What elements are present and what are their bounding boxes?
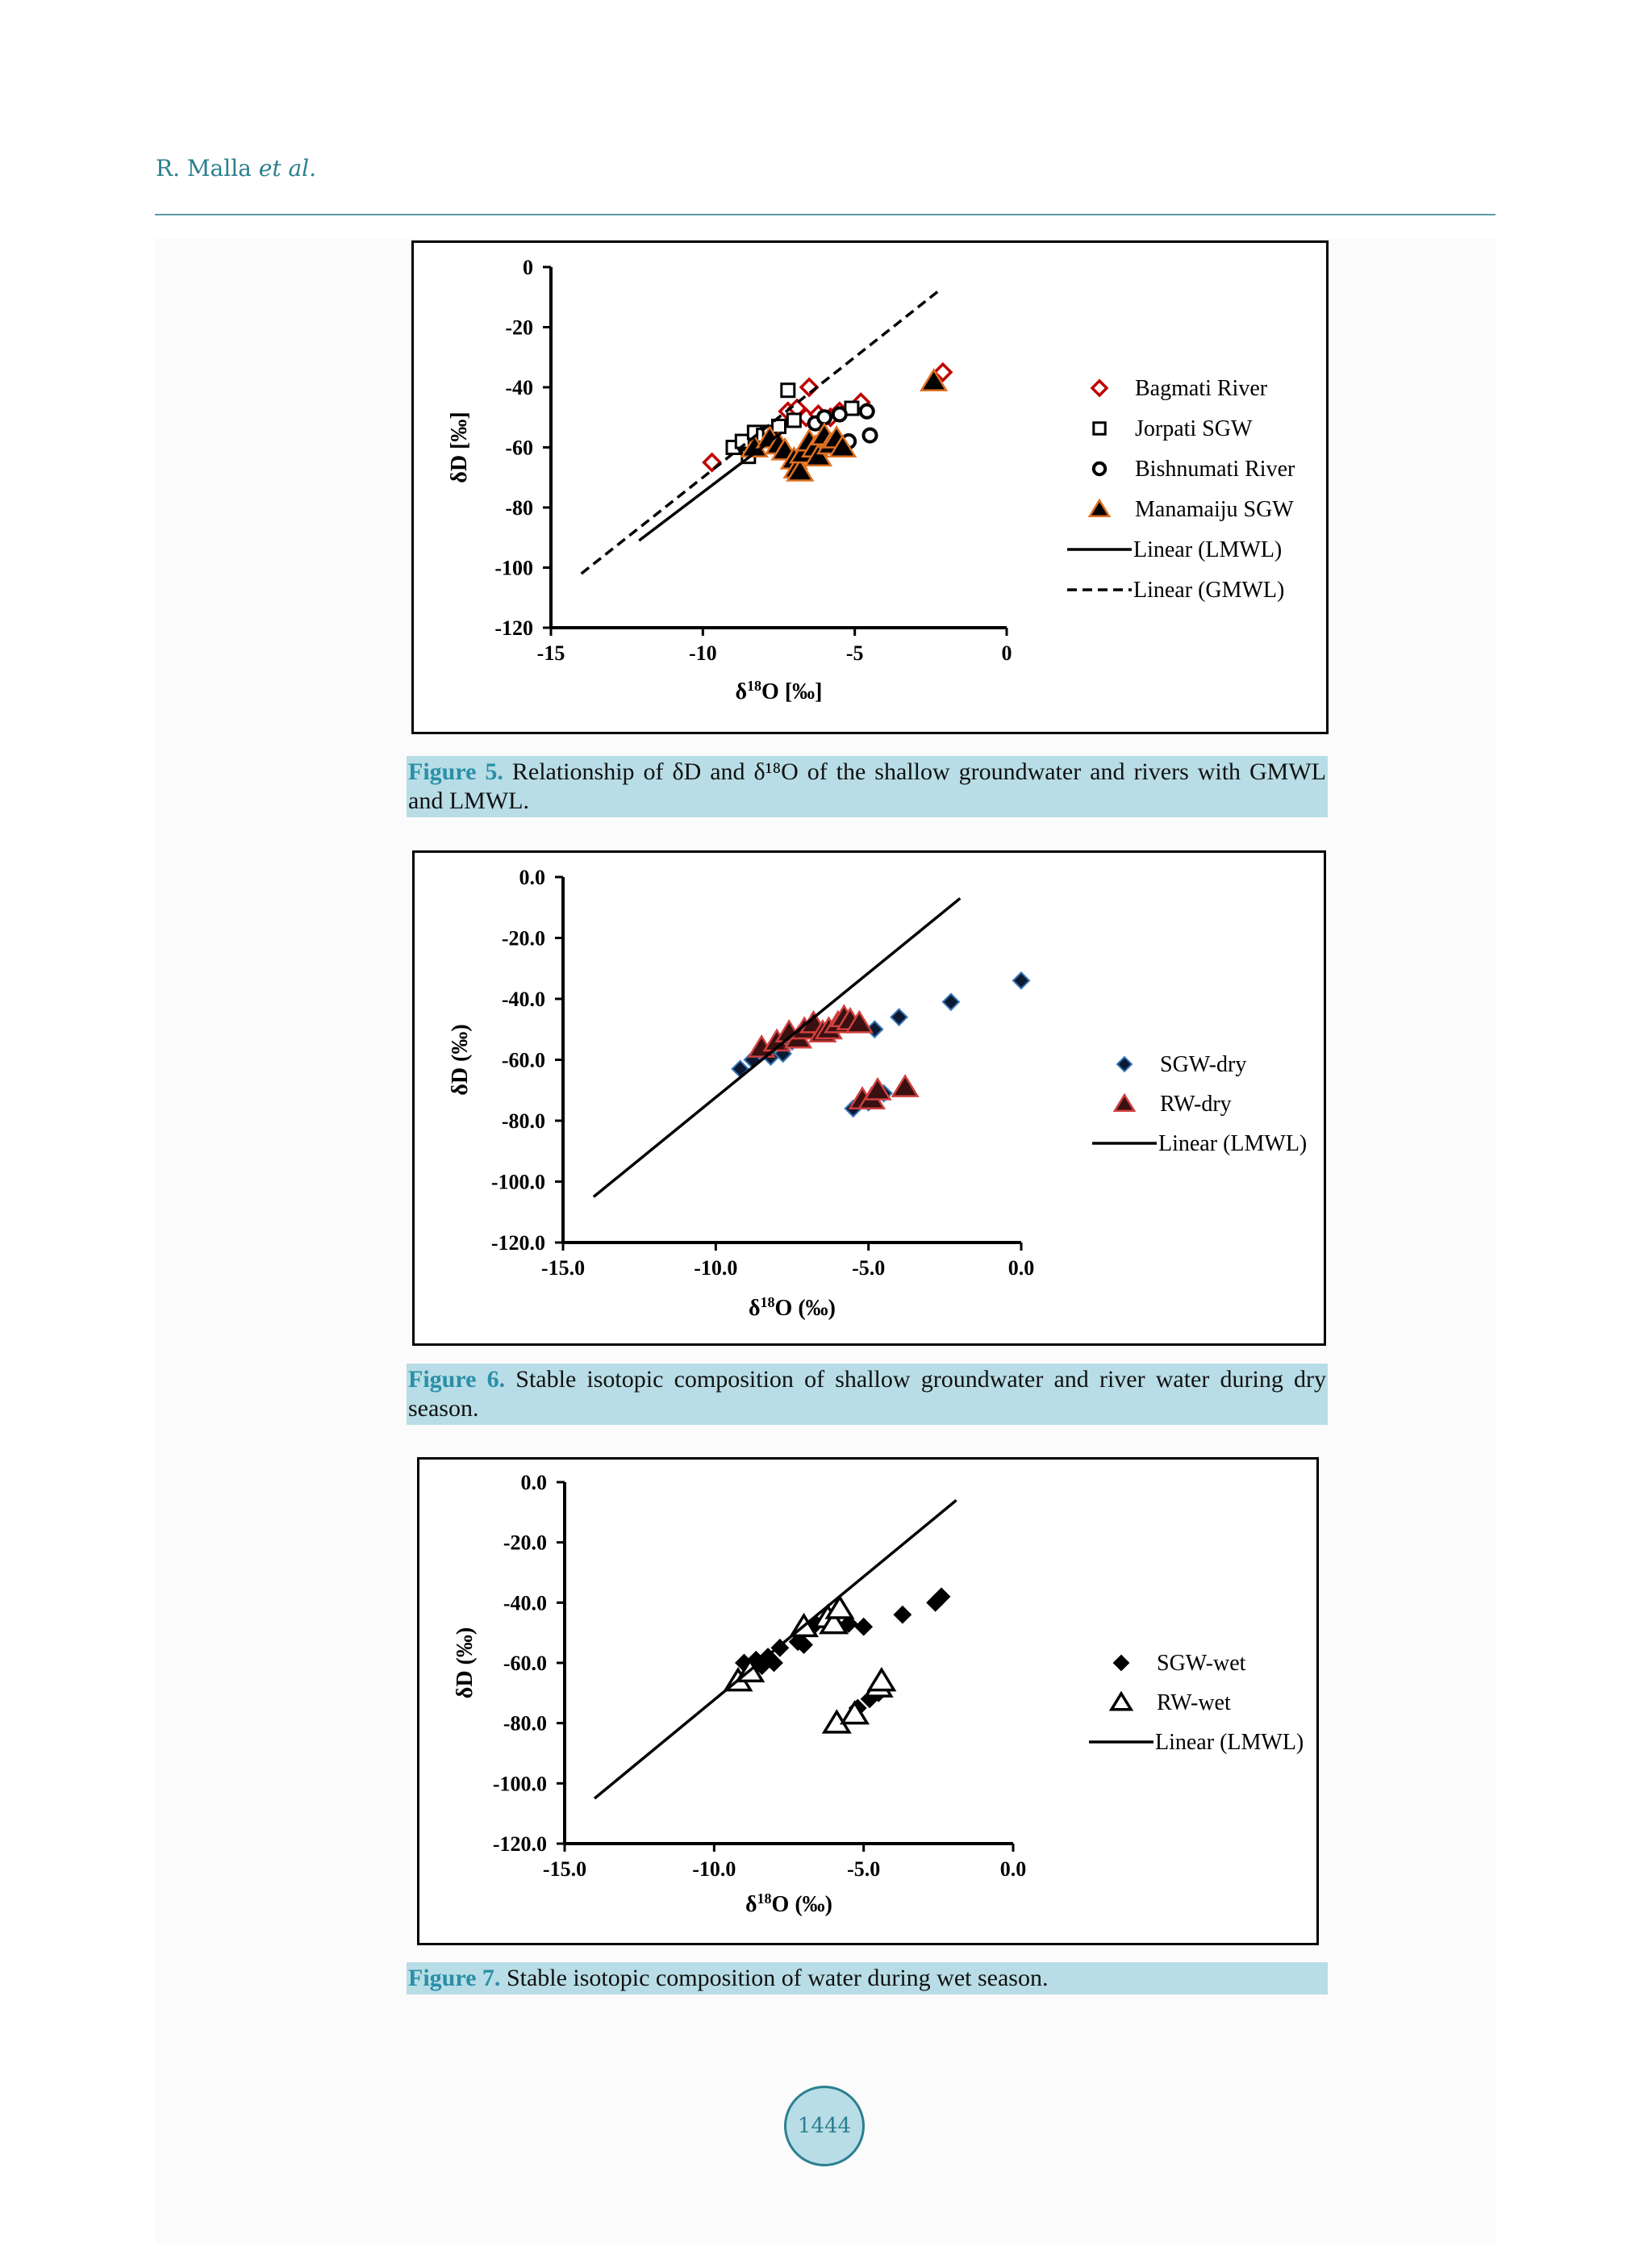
legend-manamaiju-sgw-symbol [1090, 500, 1109, 516]
y-tick-label: -20 [505, 315, 533, 340]
y-tick-label: -80.0 [501, 1109, 545, 1133]
figure-5-svg [414, 243, 1331, 737]
legend-rw-wet-symbol [1112, 1694, 1131, 1710]
figure-7-label: Figure 7. [408, 1965, 501, 1991]
y-tick-label: 0 [523, 256, 533, 279]
bishnumati-river-point [861, 405, 874, 418]
sgw-wet-point [895, 1606, 911, 1623]
x-tick-label: -5.0 [847, 1857, 881, 1881]
x-tick-label: -5.0 [852, 1256, 886, 1280]
x-tick-label: 0.0 [999, 1857, 1027, 1881]
y-tick-label: -60.0 [503, 1652, 547, 1675]
running-head-etal: et al. [258, 155, 317, 182]
figure-6-label: Figure 6. [408, 1366, 506, 1393]
x-tick-label: -5 [845, 641, 864, 665]
legend-jorpati-sgw-symbol [1094, 423, 1105, 434]
legend-sgw-dry-symbol [1117, 1057, 1132, 1071]
x-tick-label: -15 [536, 641, 565, 665]
x-tick-label: -10.0 [692, 1857, 736, 1881]
legend-bagmati-river-symbol [1092, 381, 1107, 395]
legend-bagmati-river-label: Bagmati River [1135, 376, 1268, 401]
legend-jorpati-sgw-label: Jorpati SGW [1135, 416, 1253, 441]
figure-5-caption [407, 756, 1328, 817]
page-number: 1444 [784, 2086, 865, 2166]
x-tick-label: 0.0 [1007, 1256, 1035, 1280]
linear-gmwl-line [582, 290, 940, 574]
y-tick-label: -60 [505, 436, 533, 460]
legend-linear-lmwl-label: Linear (LMWL) [1133, 537, 1283, 562]
x-axis-label: $\delta^{18}O$ (‰) [745, 1890, 832, 1917]
y-tick-label: -100.0 [492, 1772, 547, 1796]
figure-6-caption [407, 1364, 1328, 1425]
legend-sgw-wet-symbol [1114, 1656, 1128, 1670]
figure-7-svg [419, 1460, 1321, 1948]
y-axis-label: δD (‰) [448, 1024, 473, 1096]
header-rule [155, 214, 1496, 215]
y-tick-label: -20.0 [501, 926, 545, 950]
figure-6-caption-text: Stable isotopic composition of shallow groundwater and river water during dry season. [408, 1366, 1327, 1422]
y-axis-label: δD (‰) [453, 1627, 478, 1699]
figure-5-chart [411, 240, 1329, 734]
y-axis-label: δD [‰] [447, 411, 472, 483]
linear-lmwl-line [639, 432, 782, 541]
y-tick-label: -120 [494, 616, 533, 640]
legend-bishnumati-river-label: Bishnumati River [1135, 457, 1295, 482]
figure-7-caption [407, 1962, 1328, 1994]
rw-dry-point [893, 1076, 918, 1096]
y-tick-label: -40.0 [503, 1591, 547, 1615]
legend-sgw-dry-label: SGW-dry [1160, 1052, 1247, 1077]
y-tick-label: -100.0 [490, 1170, 545, 1194]
sgw-dry-point [943, 994, 959, 1010]
x-axis-label: $\delta^{18}O$ (‰) [749, 1294, 836, 1321]
x-tick-label: 0 [1001, 641, 1012, 665]
running-head-author: R. Malla [156, 155, 252, 182]
legend-linear-lmwl-label: Linear (LMWL) [1158, 1131, 1308, 1156]
jorpati-sgw-point [787, 414, 800, 427]
figure-7-chart [417, 1457, 1319, 1945]
bishnumati-river-point [864, 429, 877, 442]
y-tick-label: -120.0 [490, 1231, 545, 1255]
legend-linear-gmwl-label: Linear (GMWL) [1133, 578, 1285, 603]
sgw-dry-point [891, 1009, 907, 1025]
y-tick-label: -20.0 [503, 1531, 547, 1555]
figure-6-svg [415, 853, 1329, 1348]
linear-lmwl-line [594, 898, 960, 1197]
bishnumati-river-point [833, 408, 846, 421]
rw-wet-point [870, 1669, 895, 1690]
y-tick-label: -60.0 [501, 1048, 545, 1072]
legend-rw-wet-label: RW-wet [1157, 1690, 1231, 1715]
y-tick-label: -80 [505, 496, 533, 520]
figure-5-caption-text: Relationship of δD and δ¹⁸O of the shallow groundwater and rivers with GMWL and LMWL. [408, 758, 1327, 814]
bagmati-river-point [704, 454, 720, 470]
x-axis-label: $\delta^{18}O$ [‰] [735, 678, 823, 704]
x-tick-label: -15.0 [540, 1256, 586, 1280]
x-tick-label: -10 [688, 641, 717, 665]
jorpati-sgw-point [782, 384, 795, 397]
y-tick-label: 0.0 [519, 866, 545, 889]
linear-lmwl-line [594, 1500, 957, 1798]
legend-manamaiju-sgw-label: Manamaiju SGW [1135, 497, 1294, 522]
legend-rw-dry-label: RW-dry [1160, 1092, 1232, 1117]
legend-linear-lmwl-label: Linear (LMWL) [1155, 1730, 1304, 1755]
y-tick-label: -40 [505, 376, 533, 399]
figure-5-label: Figure 5. [408, 758, 503, 785]
x-tick-label: -10.0 [694, 1256, 738, 1280]
rw-wet-point [828, 1598, 853, 1618]
sgw-dry-point [1013, 972, 1029, 988]
y-tick-label: -100 [494, 556, 533, 580]
legend-sgw-wet-label: SGW-wet [1157, 1651, 1246, 1676]
legend-bishnumati-river-symbol [1094, 463, 1105, 474]
x-tick-label: -15.0 [542, 1857, 587, 1881]
y-tick-label: -80.0 [503, 1711, 547, 1736]
figure-6-chart [412, 850, 1326, 1346]
y-tick-label: -120.0 [492, 1832, 547, 1856]
bishnumati-river-point [818, 411, 831, 424]
y-tick-label: 0.0 [520, 1471, 547, 1494]
figure-7-caption-text: Stable isotopic composition of water during wet season. [500, 1965, 1049, 1991]
running-head [156, 155, 316, 182]
y-tick-label: -40.0 [501, 988, 545, 1011]
legend-rw-dry-symbol [1115, 1095, 1134, 1111]
sgw-wet-point [856, 1619, 872, 1635]
